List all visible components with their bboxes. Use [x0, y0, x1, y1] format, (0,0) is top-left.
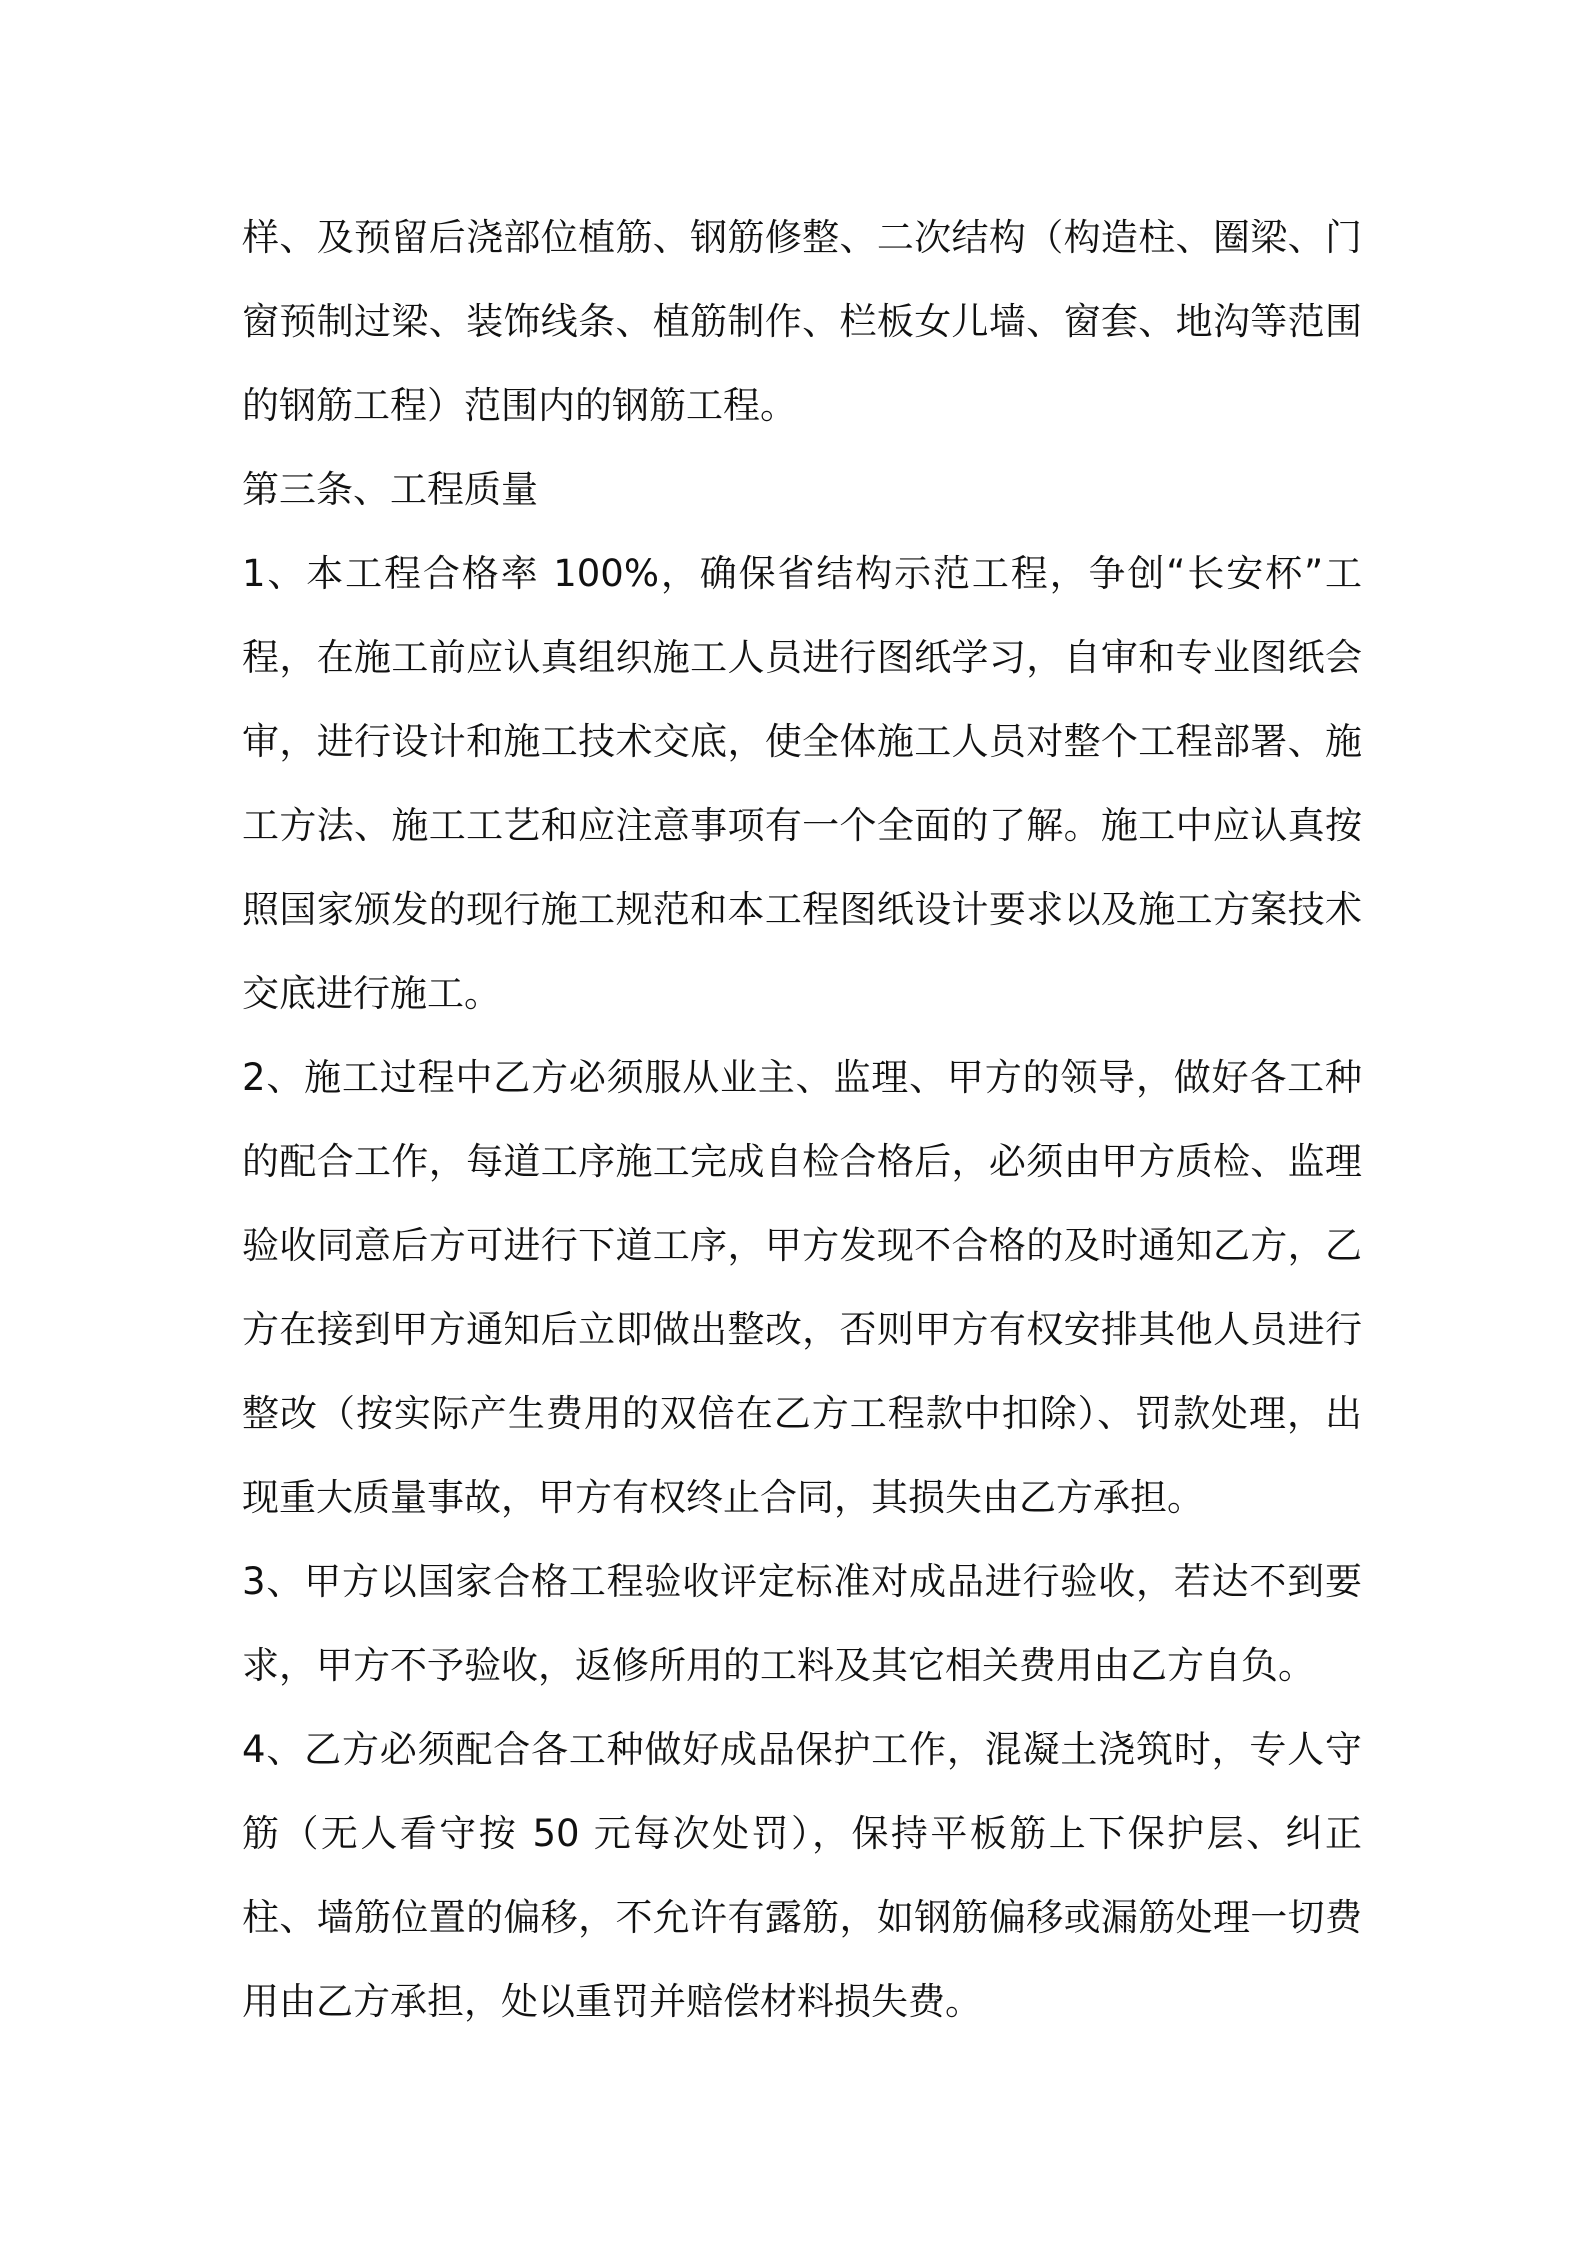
paragraph-clause-2: 2、施工过程中乙方必须服从业主、监理、甲方的领导，做好各工种的配合工作，每道工序施工完成自检合格后，必须由甲方质检、监理验收同意后方可进行下道工序，甲方发现不合格的及时通知乙方，乙方在接到甲方通知后立即做出整改，否则甲方有权安排其他人员进行整改（按实际产生费用的双倍在乙方工程款中扣除）、罚款处理，出现重大质量事故，甲方有权终止合同，其损失由乙方承担。	[242, 1056, 1362, 1519]
paragraph-clause-1: 1、本工程合格率 100%，确保省结构示范工程，争创“长安杯”工程，在施工前应认真组织施工人员进行图纸学习，自审和专业图纸会审，进行设计和施工技术交底，使全体施工人员对整个工程部署、施工方法、施工工艺和应注意事项有一个全面的了解。施工中应认真按照国家颁发的现行施工规范和本工程图纸设计要求以及施工方案技术交底进行施工。	[242, 552, 1362, 1015]
document-body	[242, 196, 1362, 2044]
paragraph-clause-4: 4、乙方必须配合各工种做好成品保护工作，混凝土浇筑时，专人守筋（无人看守按 50 元每次处罚），保持平板筋上下保护层、纠正柱、墙筋位置的偏移，不允许有露筋，如钢筋偏移或漏筋处理一切费用由乙方承担，处以重罚并赔偿材料损失费。	[242, 1728, 1362, 2023]
paragraph-scope-continuation: 样、及预留后浇部位植筋、钢筋修整、二次结构（构造柱、圈梁、门窗预制过梁、装饰线条、植筋制作、栏板女儿墙、窗套、地沟等范围的钢筋工程）范围内的钢筋工程。	[242, 216, 1362, 427]
paragraph-clause-3: 3、甲方以国家合格工程验收评定标准对成品进行验收，若达不到要求，甲方不予验收，返修所用的工料及其它相关费用由乙方自负。	[242, 1560, 1362, 1687]
section-heading-quality: 第三条、工程质量	[242, 468, 538, 511]
